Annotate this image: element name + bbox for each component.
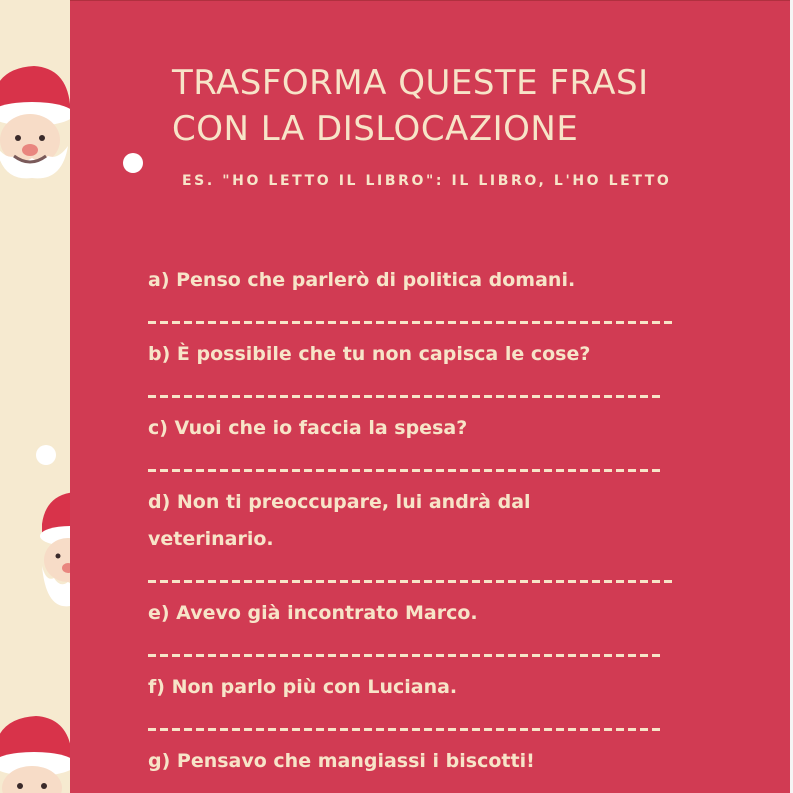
- santa-claus-icon: [36, 490, 70, 615]
- answer-line: [148, 373, 708, 410]
- exercise-item: [148, 410, 708, 484]
- worksheet-title: TRASFORMA QUESTE FRASI CON LA DISLOCAZIONE: [172, 63, 649, 149]
- exercise-sentence: e) Avevo già incontrato Marco.: [148, 602, 478, 624]
- santa-claus-icon: [0, 60, 70, 180]
- exercise-item: [148, 336, 708, 410]
- answer-line: [148, 632, 708, 669]
- answer-line: [148, 558, 708, 595]
- answer-line: [148, 299, 708, 336]
- exercise-sentence: d) Non ti preoccupare, lui andrà dal veterinario.: [148, 491, 531, 550]
- snowball-dot: [123, 153, 143, 173]
- exercise-sentence: c) Vuoi che io faccia la spesa?: [148, 417, 468, 439]
- exercise-sentence: g) Pensavo che mangiassi i biscotti!: [148, 750, 535, 772]
- decorative-side-strip: [0, 0, 70, 793]
- exercise-sentence: b) È possibile che tu non capisca le cose?: [148, 343, 591, 365]
- snowball-dot: [36, 445, 56, 465]
- exercise-item: [148, 484, 708, 595]
- answer-line: [148, 447, 708, 484]
- exercise-item: [148, 743, 708, 780]
- exercise-item: [148, 669, 708, 743]
- exercise-item: [148, 595, 708, 669]
- exercise-sentence: a) Penso che parlerò di politica domani.: [148, 269, 576, 291]
- exercise-item: [148, 262, 708, 336]
- exercise-list: [148, 262, 708, 780]
- answer-line: [148, 706, 708, 743]
- example-instruction: ES. "HO LETTO IL LIBRO": IL LIBRO, L'HO LETTO: [182, 173, 672, 189]
- exercise-sentence: f) Non parlo più con Luciana.: [148, 676, 458, 698]
- panel-top-border: [70, 0, 790, 1]
- santa-claus-icon: [0, 712, 70, 793]
